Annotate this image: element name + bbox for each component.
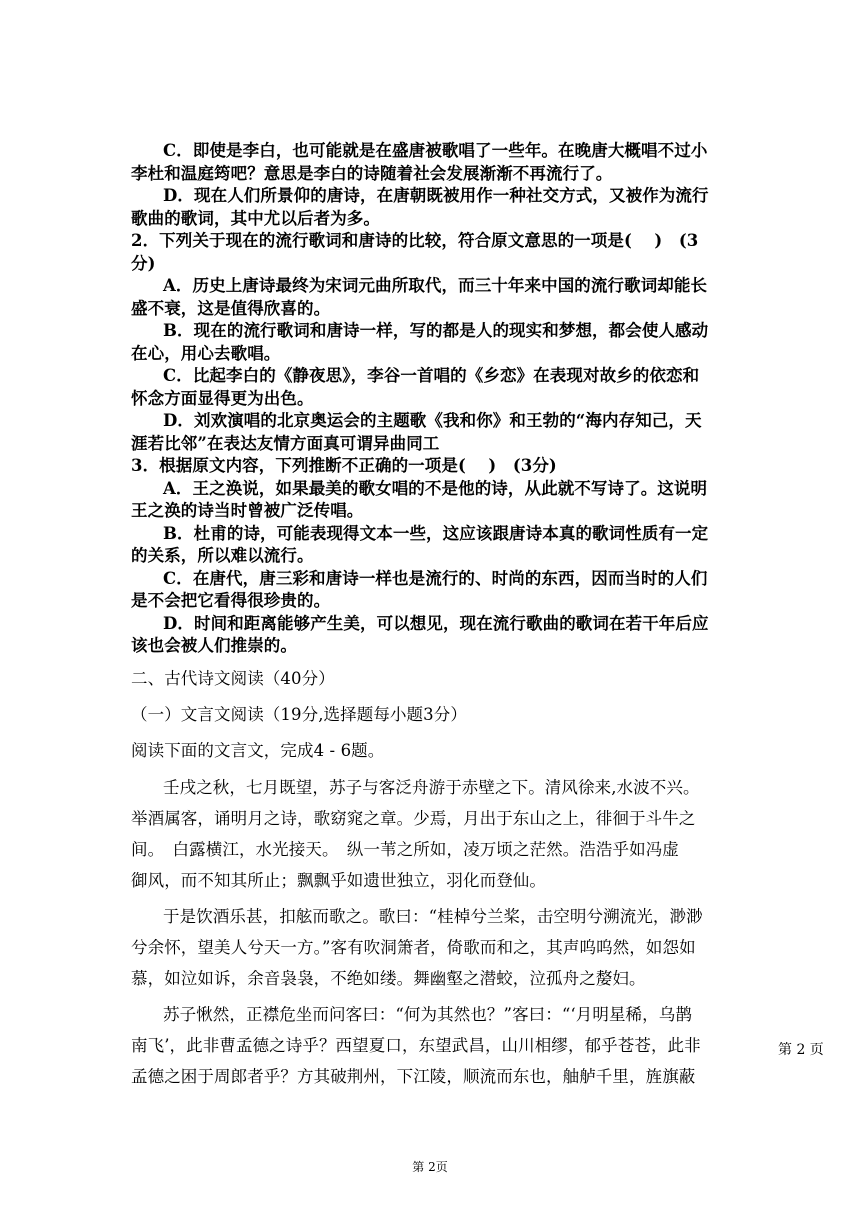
option-line: D．刘欢演唱的北京奥运会的主题歌《我和你》和王勃的“海内存知己，天: [163, 411, 702, 430]
option-line: 涯若比邻”在表达友情方面真可谓异曲同工: [131, 433, 440, 453]
option-line: A．历史上唐诗最终为宋词元曲所取代，而三十年来中国的流行歌词却能长: [163, 276, 708, 295]
passage-line: 孟德之困于周郎者乎？方其破荆州，下江陵，顺流而东也，舳舻千里，旌旗蔽: [131, 1066, 696, 1086]
option-line: 的关系，所以难以流行。: [131, 546, 314, 565]
section-title: 二、古代诗文阅读（40分）: [131, 668, 335, 688]
passage-line: 于是饮酒乐甚，扣舷而歌之。歌曰：“桂棹兮兰桨，击空明兮溯流光，渺渺: [163, 906, 703, 926]
option-line: 怀念方面显得更为出色。: [131, 388, 314, 408]
option-line: B．杜甫的诗，可能表现得文本一些，这应该跟唐诗本真的歌词性质有一定: [163, 523, 709, 543]
footer-page-number: 第 2页: [412, 1160, 448, 1174]
question-1-options: [131, 140, 735, 230]
page-content: [131, 140, 735, 1092]
option-line: 盛不衰，这是值得欣喜的。: [131, 298, 331, 318]
question-stem: 2．下列关于现在的流行歌词和唐诗的比较，符合原文意思的一项是( ) (3: [131, 231, 699, 250]
section-instruction: 阅读下面的文言文，完成4 - 6题。: [131, 740, 385, 760]
passage-line: 苏子愀然，正襟危坐而问客曰：“何为其然也？”客曰：“‘月明星稀，乌鹊: [163, 1004, 692, 1024]
text-line: D．现在人们所景仰的唐诗，在唐朝既被用作一种社交方式，又被作为流行: [163, 186, 709, 205]
text-line: 李杜和温庭筠吧？意思是李白的诗随着社会发展渐渐不再流行了。: [131, 163, 613, 183]
passage-line: 壬戌之秋，七月既望，苏子与客泛舟游于赤壁之下。清风徐来,水波不兴。: [163, 777, 700, 797]
option-line: A．王之涣说，如果最美的歌女唱的不是他的诗，从此就不写诗了。这说明: [163, 478, 708, 498]
section-subtitle: （一）文言文阅读（19分,选择题每小题3分）: [131, 704, 467, 724]
passage-line: 慕，如泣如诉，余音袅袅，不绝如缕。舞幽壑之潜蛟，泣孤舟之嫠妇。: [131, 968, 646, 988]
side-page-number: 第 2 页: [778, 1042, 824, 1058]
passage-line: 御风，而不知其所止；飘飘乎如遗世独立，羽化而登仙。: [131, 870, 546, 890]
question-3: [131, 455, 735, 658]
option-line: 在心，用心去歌唱。: [131, 343, 281, 363]
passage-line: 南飞’，此非曹孟德之诗乎？西望夏口，东望武昌，山川相缪，郁乎苍苍，此非: [131, 1035, 701, 1055]
text-line: C．即使是李白，也可能就是在盛唐被歌唱了一些年。在晚唐大概唱不过小: [163, 141, 708, 160]
text-line: 歌曲的歌词，其中尤以后者为多。: [131, 208, 380, 228]
option-line: C．比起李白的《静夜思》，李谷一首唱的《乡恋》在表现对故乡的依恋和: [163, 366, 700, 385]
passage-line: 举酒属客，诵明月之诗，歌窈窕之章。少焉，月出于东山之上，徘徊于斗牛之: [131, 808, 696, 828]
option-line: D．时间和距离能够产生美，可以想见，现在流行歌曲的歌词在若干年后应: [163, 613, 709, 633]
option-line: 该也会被人们推崇的。: [131, 636, 297, 655]
option-line: B．现在的流行歌词和唐诗一样，写的都是人的现实和梦想，都会使人感动: [163, 321, 709, 340]
question-2: [131, 230, 735, 455]
classical-passage: [131, 772, 735, 1092]
option-line: C．在唐代，唐三彩和唐诗一样也是流行的、时尚的东西，因而当时的人们: [163, 568, 708, 588]
question-stem: 分): [131, 253, 156, 273]
question-stem: 3．根据原文内容，下列推断不正确的一项是( ) (3分): [131, 456, 557, 475]
passage-line: 兮余怀，望美人兮天一方。”客有吹洞箫者，倚歌而和之，其声呜呜然，如怨如: [131, 937, 696, 957]
option-line: 是不会把它看得很珍贵的。: [131, 591, 331, 610]
passage-line: 间。 白露横江，水光接天。 纵一苇之所如，凌万顷之茫然。浩浩乎如冯虚: [131, 839, 679, 859]
option-line: 王之涣的诗当时曾被广泛传唱。: [131, 501, 364, 520]
